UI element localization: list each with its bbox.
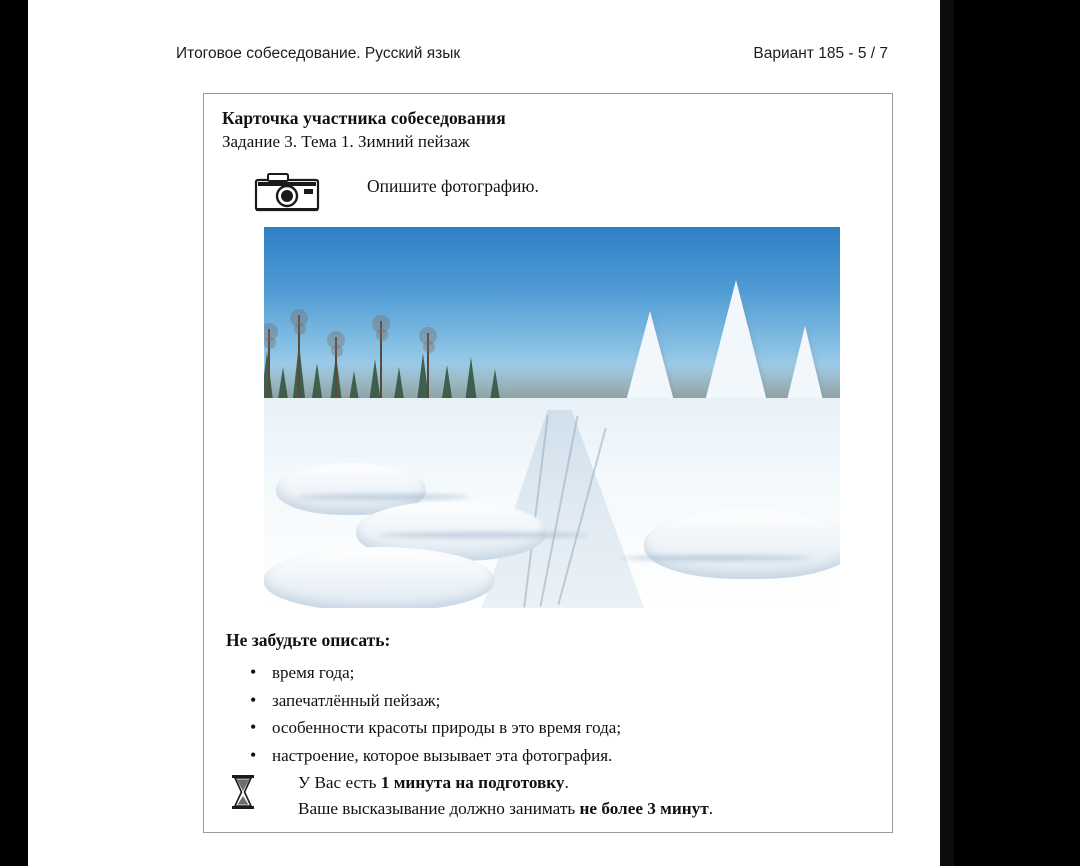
document-title: Итоговое собеседование. Русский язык bbox=[176, 45, 461, 62]
list-item: • особенности красоты природы в это время года; bbox=[272, 714, 866, 742]
card-subtitle: Задание 3. Тема 1. Зимний пейзаж bbox=[222, 132, 470, 151]
page-header bbox=[176, 45, 906, 71]
instruction-text: Опишите фотографию. bbox=[367, 176, 539, 196]
list-item: • запечатлённый пейзаж; bbox=[272, 687, 866, 715]
timing-line2-suffix: . bbox=[708, 798, 713, 818]
card-title: Карточка участника собеседования bbox=[222, 108, 506, 128]
timing-block bbox=[226, 770, 876, 822]
timing-line2-bold: не более 3 минут bbox=[579, 798, 709, 818]
list-item: • настроение, которое вызывает эта фотография. bbox=[272, 742, 866, 770]
photo-snow-drift bbox=[264, 547, 494, 608]
page-edge-strip bbox=[940, 0, 954, 866]
not-forget-title: Не забудьте описать: bbox=[226, 630, 391, 650]
camera-icon bbox=[254, 170, 324, 214]
photo-snow-shadow bbox=[379, 532, 589, 538]
task-photo bbox=[264, 227, 840, 608]
photo-snow-shadow bbox=[621, 555, 811, 561]
document-page bbox=[28, 0, 940, 866]
card-inner bbox=[204, 94, 892, 818]
timing-line1-suffix: . bbox=[564, 773, 569, 792]
list-item: • время года; bbox=[272, 659, 866, 687]
timing-line2-prefix: Ваше высказывание должно занимать bbox=[298, 798, 580, 818]
participant-card bbox=[203, 93, 893, 833]
photo-winter-landscape bbox=[264, 227, 840, 608]
variant-label: Вариант 185 - 5 / 7 bbox=[753, 45, 888, 62]
timing-line-preparation bbox=[298, 770, 876, 796]
not-forget-list bbox=[226, 659, 866, 769]
not-forget-block bbox=[226, 630, 866, 769]
photo-snow-shadow bbox=[299, 494, 469, 500]
photo-snow-drift bbox=[644, 509, 840, 579]
timing-text bbox=[298, 770, 876, 822]
timing-line1-prefix: У Вас есть bbox=[298, 773, 381, 792]
hourglass-icon bbox=[230, 774, 256, 810]
timing-line-speech bbox=[298, 796, 876, 822]
timing-line1-bold: 1 минута на подготовку bbox=[380, 773, 565, 792]
instruction-row bbox=[222, 166, 874, 222]
